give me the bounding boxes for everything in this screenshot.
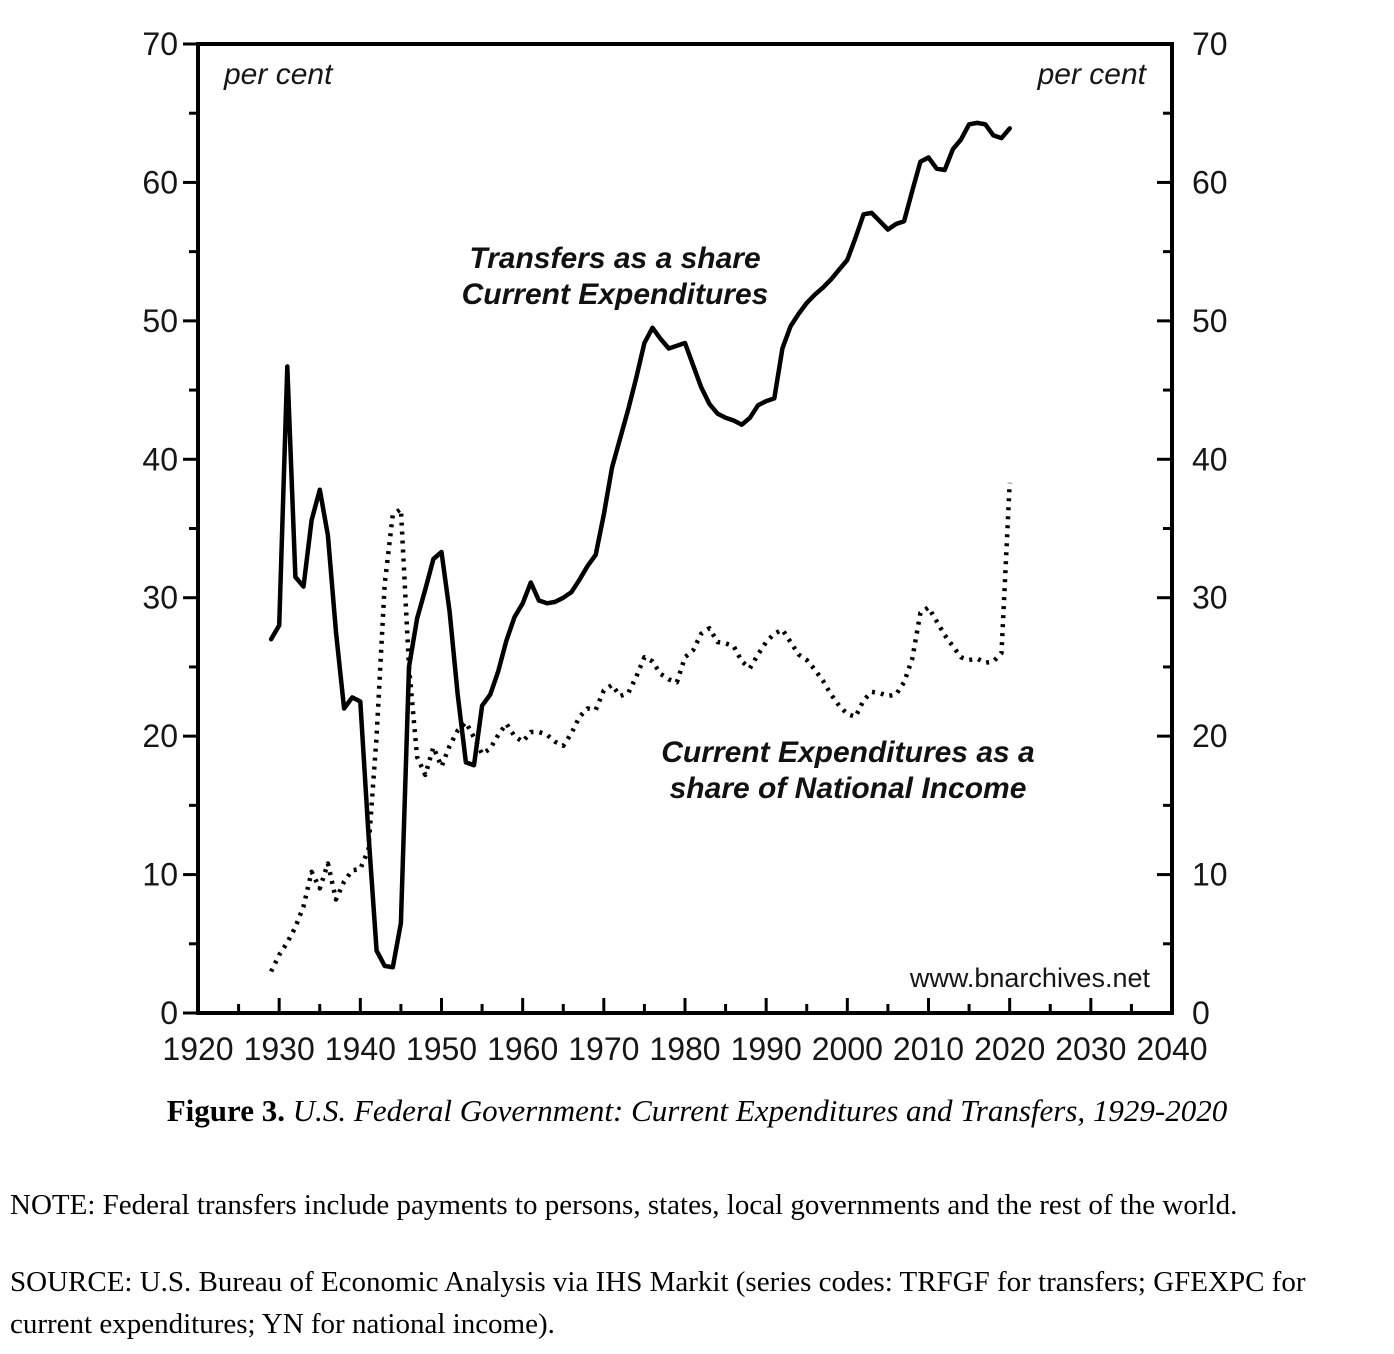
y-tick-label-right: 70 <box>1192 26 1228 62</box>
x-tick-label: 2000 <box>811 1031 883 1067</box>
y-tick-label-left: 40 <box>142 441 178 478</box>
x-tick-label: 1990 <box>730 1031 802 1067</box>
x-tick-label: 2020 <box>974 1031 1046 1067</box>
x-tick-label: 1950 <box>405 1031 478 1067</box>
y-tick-label-left: 60 <box>142 164 178 201</box>
x-tick-label: 1920 <box>162 1031 234 1067</box>
y-axis-unit-left: per cent <box>224 58 333 91</box>
x-tick-label: 2010 <box>892 1031 965 1067</box>
y-tick-label-left: 10 <box>142 856 178 893</box>
y-tick-label-left: 20 <box>142 718 178 755</box>
y-tick-label-right: 20 <box>1192 718 1228 755</box>
figure-caption <box>0 1093 1394 1129</box>
y-tick-label-left: 30 <box>142 579 178 616</box>
figure-number: Figure 3. <box>166 1093 285 1128</box>
y-tick-label-right: 40 <box>1192 441 1228 478</box>
current-expenditures-series-label: Current Expenditures as a share of National Income <box>661 736 1035 805</box>
source-text: SOURCE: U.S. Bureau of Economic Analysis via IHS Markit (series codes: TRFGF for transfers; GFEXPC for current expenditures; YN for national income). <box>10 1266 1306 1341</box>
x-tick-label: 1940 <box>324 1031 396 1067</box>
y-tick-label-left: 50 <box>142 302 178 339</box>
x-tick-label: 1960 <box>487 1031 559 1067</box>
plot-frame <box>198 44 1172 1013</box>
y-tick-label-right: 60 <box>1192 164 1228 201</box>
x-tick-label: 1980 <box>649 1031 721 1067</box>
y-tick-label-right: 50 <box>1192 302 1228 339</box>
y-tick-label-right: 10 <box>1192 856 1228 893</box>
current-expenditures-series-line <box>271 483 1010 972</box>
figure-title: U.S. Federal Government: Current Expenditures and Transfers, 1929-2020 <box>285 1093 1228 1128</box>
transfers-series-label: Transfers as a share Current Expenditures <box>461 242 769 311</box>
x-tick-label: 2040 <box>1136 1031 1208 1067</box>
y-tick-label-right: 30 <box>1192 579 1228 616</box>
y-tick-label-right: 0 <box>1192 995 1210 1031</box>
x-tick-label: 1930 <box>243 1031 315 1067</box>
x-tick-label: 1970 <box>568 1031 640 1067</box>
y-tick-label-left: 0 <box>160 995 178 1031</box>
y-axis-unit-right: per cent <box>1037 58 1146 91</box>
y-tick-label-left: 70 <box>142 26 178 62</box>
watermark-url: www.bnarchives.net <box>909 963 1150 993</box>
note-text: NOTE: Federal transfers include payments to persons, states, local governments and the rest of the world. <box>10 1188 1238 1221</box>
x-tick-label: 2030 <box>1055 1031 1127 1067</box>
